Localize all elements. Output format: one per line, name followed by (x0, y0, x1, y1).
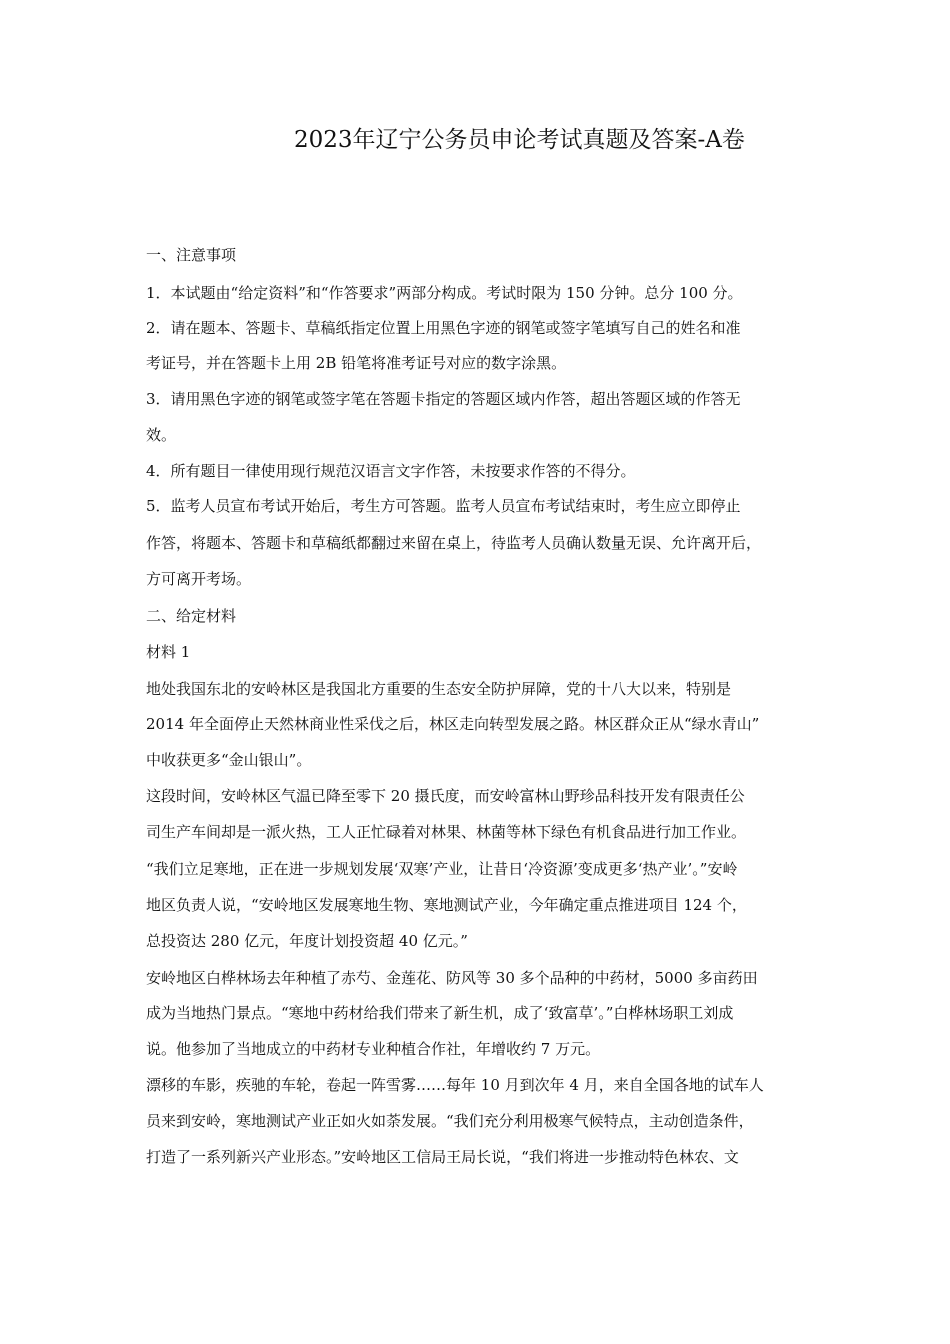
text-line: 3．请用黑色字迹的钢笔或签字笔在答题卡指定的答题区域内作答，超出答题区域的作答无 (146, 390, 741, 408)
text-line: 这段时间，安岭林区气温已降至零下 20 摄氏度，而安岭富林山野珍品科技开发有限责任公 (146, 787, 745, 805)
material-heading: 材料 1 (146, 643, 191, 661)
text-line: 2014 年全面停止天然林商业性采伐之后，林区走向转型发展之路。林区群众正从“绿水青山” (146, 715, 760, 733)
text-line: 总投资达 280 亿元，年度计划投资超 40 亿元。” (146, 932, 468, 950)
text-line: 司生产车间却是一派火热，工人正忙碌着对林果、林菌等林下绿色有机食品进行加工作业。 (146, 823, 747, 841)
text-line: 成为当地热门景点。“寒地中药材给我们带来了新生机，成了‘致富草’。”白桦林场职工刘成 (146, 1004, 734, 1022)
text-line: 作答，将题本、答题卡和草稿纸都翻过来留在桌上，待监考人员确认数量无误、允许离开后， (146, 534, 762, 552)
text-line: 4．所有题目一律使用现行规范汉语言文字作答，未按要求作答的不得分。 (146, 462, 636, 480)
text-line: 方可离开考场。 (146, 570, 252, 588)
text-line: 中收获更多“金山银山”。 (146, 751, 312, 769)
text-line: 漂移的车影，疾驰的车轮，卷起一阵雪雾……每年 10 月到次年 4 月，来自全国各地的试车人 (146, 1076, 764, 1094)
text-line: “我们立足寒地，正在进一步规划发展‘双寒’产业，让昔日‘冷资源’变成更多‘热产业’。”安岭 (146, 860, 738, 878)
text-line: 效。 (146, 426, 177, 444)
document-title: 2023年辽宁公务员申论考试真题及答案-A卷 (294, 127, 745, 153)
text-line: 1．本试题由“给定资料”和“作答要求”两部分构成。考试时限为 150 分钟。总分 100 分。 (146, 284, 743, 302)
text-line: 考证号，并在答题卡上用 2B 铅笔将准考证号对应的数字涂黑。 (146, 354, 567, 372)
text-line: 5．监考人员宣布考试开始后，考生方可答题。监考人员宣布考试结束时，考生应立即停止 (146, 497, 741, 515)
text-line: 员来到安岭，寒地测试产业正如火如荼发展。“我们充分利用极寒气候特点，主动创造条件， (146, 1112, 754, 1130)
text-line: 安岭地区白桦林场去年种植了赤芍、金莲花、防风等 30 多个品种的中药材，5000 多亩药田 (146, 969, 758, 987)
section-heading-notes: 一、注意事项 (146, 246, 237, 264)
text-line: 地处我国东北的安岭林区是我国北方重要的生态安全防护屏障，党的十八大以来，特别是 (146, 680, 732, 698)
text-line: 说。他参加了当地成立的中药材专业种植合作社，年增收约 7 万元。 (146, 1040, 601, 1058)
text-line: 2．请在题本、答题卡、草稿纸指定位置上用黑色字迹的钢笔或签字笔填写自己的姓名和准 (146, 319, 741, 337)
text-line: 地区负责人说，“安岭地区发展寒地生物、寒地测试产业，今年确定重点推进项目 124 个， (146, 896, 747, 914)
text-line: 打造了一系列新兴产业形态。”安岭地区工信局王局长说，“我们将进一步推动特色林农、文 (146, 1148, 739, 1166)
section-heading-materials: 二、给定材料 (146, 607, 237, 625)
